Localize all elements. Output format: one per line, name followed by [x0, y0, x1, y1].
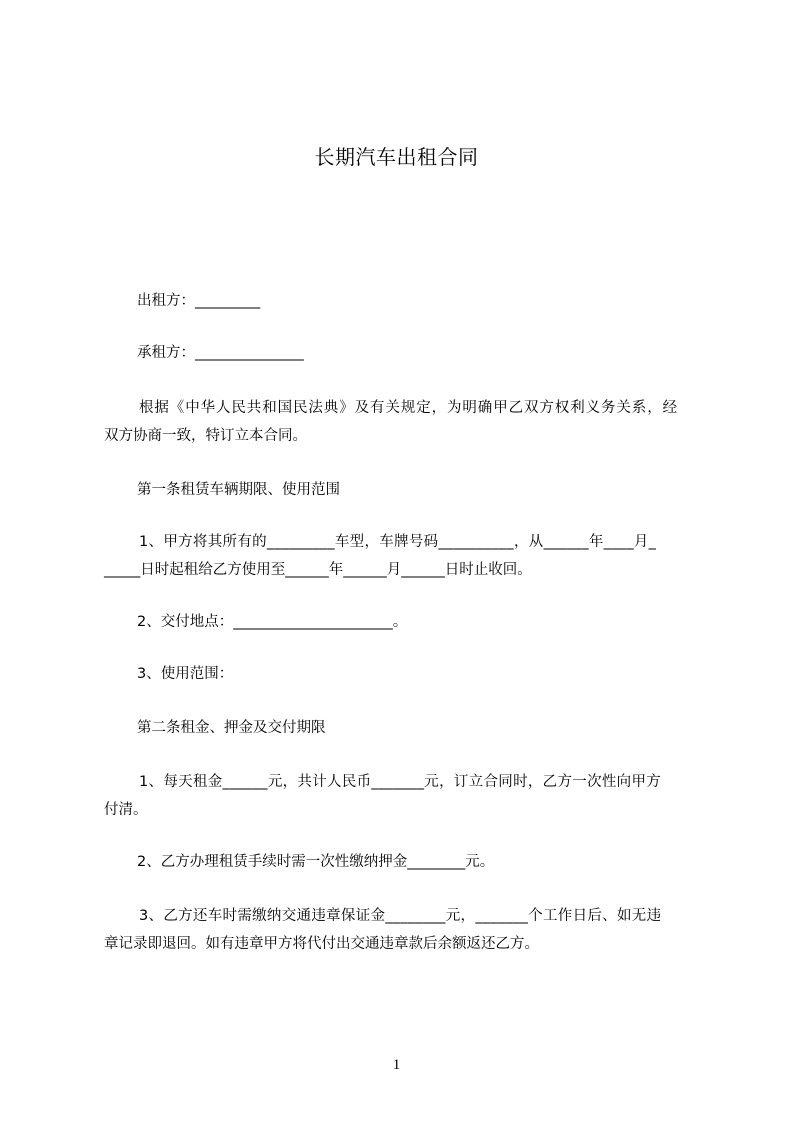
- article-1-item-2: 2、交付地点：______________________。: [137, 614, 408, 630]
- article-2-item-1-line-2: 付清。: [104, 802, 148, 818]
- article-1-item-3: 3、使用范围：: [137, 666, 234, 682]
- lessor-line: 出租方：_________: [137, 293, 261, 309]
- page-number: 1: [392, 1057, 401, 1073]
- article-2-item-2: 2、乙方办理租赁手续时需一次性缴纳押金________元。: [137, 854, 495, 870]
- document-title: 长期汽车出租合同: [314, 145, 479, 169]
- article-1-heading: 第一条租赁车辆期限、使用范围: [137, 482, 340, 498]
- intro-paragraph-line-2: 双方协商一致，特订立本合同。: [104, 428, 307, 444]
- article-2-heading: 第二条租金、押金及交付期限: [137, 720, 326, 736]
- article-2-item-3-line-2: 章记录即退回。如有违章甲方将代付出交通违章款后余额返还乙方。: [104, 936, 539, 952]
- lessee-line: 承租方：_______________: [137, 345, 304, 361]
- article-1-item-1-line-1: 1、甲方将其所有的_________车型，车牌号码__________，从______年____月_: [139, 534, 657, 550]
- article-1-item-1-line-2: _____日时起租给乙方使用至______年______月______日时止收回。: [104, 562, 532, 578]
- intro-paragraph-line-1: 根据《中华人民共和国民法典》及有关规定，为明确甲乙双方权利义务关系，经: [139, 400, 678, 416]
- article-2-item-1-line-1: 1、每天租金______元，共计人民币_______元，订立合同时，乙方一次性向甲方: [139, 774, 662, 790]
- article-2-item-3-line-1: 3、乙方还车时需缴纳交通违章保证金________元，_______个工作日后、如无违: [139, 908, 662, 924]
